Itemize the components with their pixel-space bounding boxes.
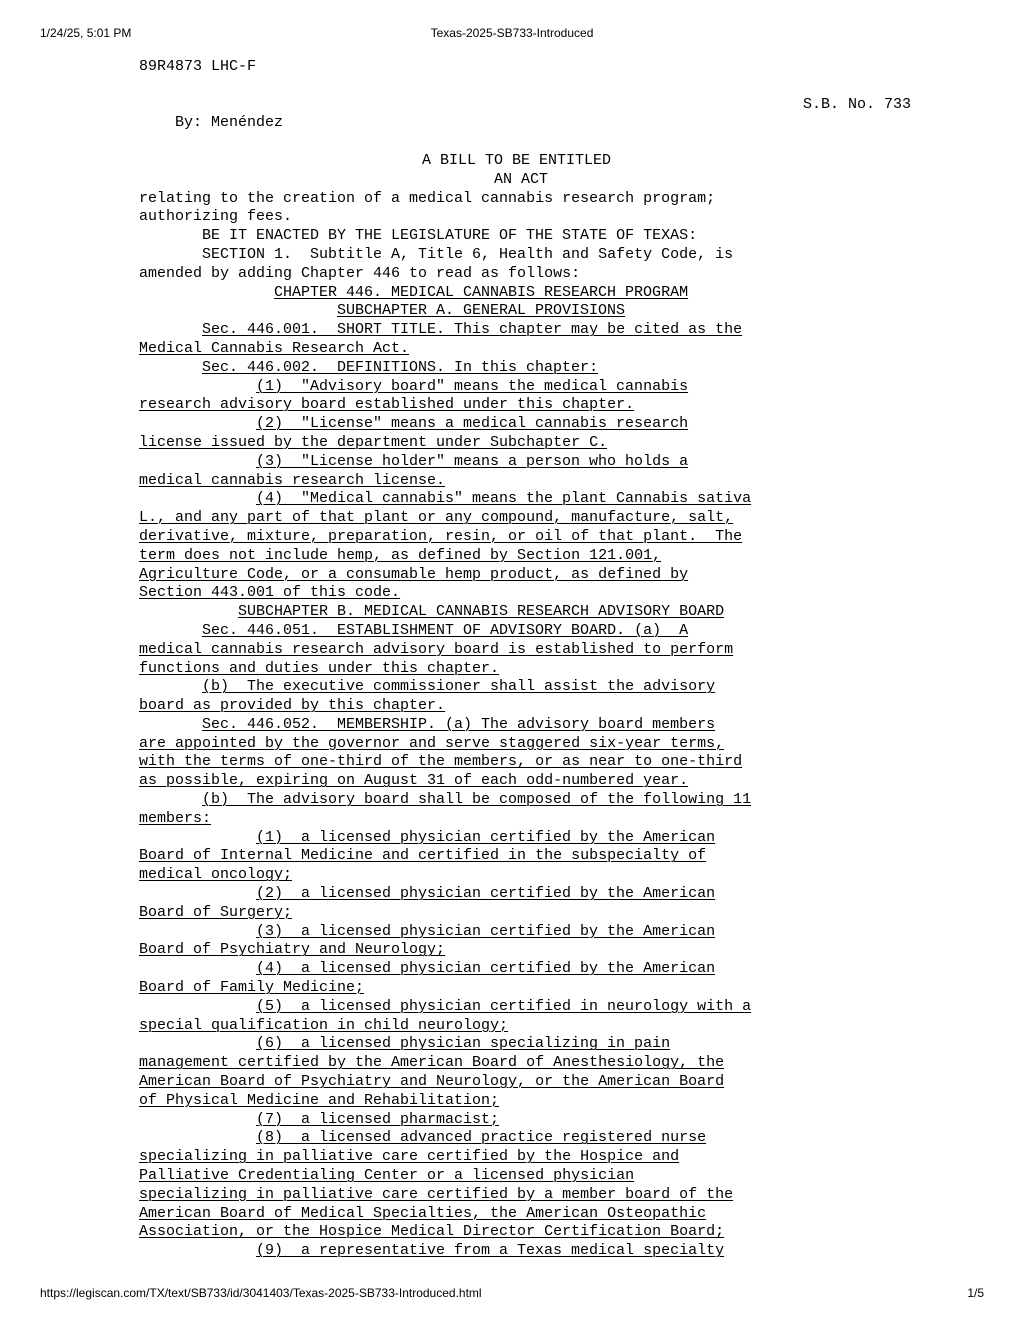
bill-line-text: (1) a licensed physician certified by the American	[256, 828, 716, 846]
bill-line-text: Board of Psychiatry and Neurology;	[139, 941, 446, 959]
bill-draft-code: 89R4873 LHC-F	[139, 58, 257, 75]
bill-line	[139, 434, 839, 453]
bill-line-text: medical cannabis research advisory board is established to perform	[139, 640, 734, 658]
bill-line-text: (9) a representative from a Texas medical specialty	[256, 1242, 725, 1260]
bill-line-text: Association, or the Hospice Medical Director Certification Board;	[139, 1223, 725, 1241]
bill-line	[139, 528, 839, 547]
bill-line	[139, 904, 839, 923]
bill-line	[139, 208, 839, 227]
bill-line	[139, 227, 839, 246]
bill-line	[139, 584, 839, 603]
bill-line-text: CHAPTER 446. MEDICAL CANNABIS RESEARCH PROGRAM	[274, 283, 689, 301]
bill-line	[139, 829, 839, 848]
bill-line	[139, 1111, 839, 1130]
bill-line-text: SUBCHAPTER A. GENERAL PROVISIONS	[337, 302, 626, 320]
bill-line	[139, 866, 839, 885]
bill-line-text: (2) a licensed physician certified by the American	[256, 885, 716, 903]
bill-line-text: derivative, mixture, preparation, resin, or oil of that plant. The	[139, 527, 743, 545]
bill-line	[139, 1167, 839, 1186]
bill-line	[139, 378, 839, 397]
bill-line	[139, 1242, 839, 1261]
bill-line	[139, 660, 839, 679]
bill-line	[139, 678, 839, 697]
print-page-title: Texas-2025-SB733-Introduced	[430, 26, 594, 40]
bill-line	[139, 509, 839, 528]
bill-text	[139, 58, 911, 1261]
bill-line-text: (5) a licensed physician certified in neurology with a	[256, 997, 752, 1015]
bill-line-text: (8) a licensed advanced practice registered nurse	[256, 1129, 707, 1147]
bill-line-text: Sec. 446.051. ESTABLISHMENT OF ADVISORY BOARD. (a) A	[202, 621, 689, 639]
bill-line	[139, 716, 839, 735]
bill-line-text: SECTION 1. Subtitle A, Title 6, Health and Safety Code, is	[202, 245, 734, 263]
print-page-number: 1/5	[967, 1286, 984, 1300]
bill-line	[139, 810, 839, 829]
bill-line	[139, 472, 839, 491]
bill-line-text: Agriculture Code, or a consumable hemp product, as defined by	[139, 565, 689, 583]
bill-line-text: (b) The advisory board shall be composed of the following 11	[202, 791, 752, 809]
bill-line-text: (1) "Advisory board" means the medical cannabis	[256, 377, 689, 395]
bill-line-text: (4) "Medical cannabis" means the plant Cannabis sativa	[256, 490, 752, 508]
bill-line-text: license issued by the department under Subchapter C.	[139, 433, 608, 451]
bill-line	[139, 415, 839, 434]
bill-line	[139, 566, 839, 585]
bill-line	[139, 302, 839, 321]
bill-line	[139, 979, 839, 998]
bill-line-text: Sec. 446.001. SHORT TITLE. This chapter may be cited as the	[202, 321, 743, 339]
bill-line-text: functions and duties under this chapter.	[139, 659, 500, 677]
bill-line	[139, 772, 839, 791]
bill-line	[139, 885, 839, 904]
bill-line-text: American Board of Psychiatry and Neurology, or the American Board	[139, 1073, 725, 1091]
bill-line-text: Sec. 446.052. MEMBERSHIP. (a) The advisory board members	[202, 715, 716, 733]
bill-heading-entitled: A BILL TO BE ENTITLED	[422, 151, 612, 169]
bill-line	[139, 697, 839, 716]
bill-line	[139, 340, 839, 359]
bill-line	[139, 359, 839, 378]
bill-line-text: (3) "License holder" means a person who holds a	[256, 452, 689, 470]
bill-line-text: management certified by the American Board of Anesthesiology, the	[139, 1054, 725, 1072]
bill-line	[139, 941, 839, 960]
bill-line	[139, 1186, 839, 1205]
bill-line	[139, 1148, 839, 1167]
bill-line	[139, 1092, 839, 1111]
bill-line-text: relating to the creation of a medical cannabis research program;	[139, 189, 716, 207]
bill-line	[139, 547, 839, 566]
bill-line-text: American Board of Medical Specialties, the American Osteopathic	[139, 1204, 707, 1222]
bill-line	[139, 396, 839, 415]
bill-line	[139, 847, 839, 866]
bill-line-text: Sec. 446.002. DEFINITIONS. In this chapter:	[202, 358, 599, 376]
bill-line-text: BE IT ENACTED BY THE LEGISLATURE OF THE STATE OF TEXAS:	[202, 227, 698, 245]
bill-line-text: are appointed by the governor and serve staggered six-year terms,	[139, 734, 725, 752]
bill-line-text: (2) "License" means a medical cannabis research	[256, 415, 689, 433]
bill-line	[139, 1205, 839, 1224]
bill-line-text: L., and any part of that plant or any compound, manufacture, salt,	[139, 509, 734, 527]
bill-line-text: of Physical Medicine and Rehabilitation;	[139, 1091, 500, 1109]
bill-line-text: as possible, expiring on August 31 of each odd-numbered year.	[139, 772, 689, 790]
bill-line-text: specializing in palliative care certified by a member board of the	[139, 1185, 734, 1203]
bill-line	[139, 923, 839, 942]
bill-line-text: with the terms of one-third of the members, or as near to one-third	[139, 753, 743, 771]
bill-line	[139, 284, 839, 303]
bill-line-text: Board of Surgery;	[139, 903, 293, 921]
bill-number: S.B. No. 733	[802, 95, 911, 113]
bill-line	[139, 791, 839, 810]
bill-line-text: special qualification in child neurology;	[139, 1016, 509, 1034]
bill-line-text: Board of Internal Medicine and certified in the subspecialty of	[139, 847, 707, 865]
bill-line	[139, 490, 839, 509]
bill-line	[139, 1223, 839, 1242]
bill-line-text: medical cannabis research license.	[139, 471, 446, 489]
bill-line-text: Board of Family Medicine;	[139, 979, 365, 997]
bill-line	[139, 1054, 839, 1073]
bill-line-text: Palliative Credentialing Center or a licensed physician	[139, 1167, 635, 1185]
bill-line-text: research advisory board established under this chapter.	[139, 396, 635, 414]
bill-line-text: (4) a licensed physician certified by the American	[256, 960, 716, 978]
bill-line-text: (b) The executive commissioner shall assist the advisory	[202, 678, 716, 696]
bill-line-text: authorizing fees.	[139, 208, 293, 226]
bill-line	[139, 622, 839, 641]
bill-line-text: SUBCHAPTER B. MEDICAL CANNABIS RESEARCH ADVISORY BOARD	[238, 603, 725, 621]
bill-line	[139, 453, 839, 472]
bill-line	[139, 1073, 839, 1092]
bill-line-text: (6) a licensed physician specializing in pain	[256, 1035, 671, 1053]
bill-author-row	[139, 95, 911, 132]
bill-line	[139, 735, 839, 754]
bill-line	[139, 1017, 839, 1036]
bill-line	[139, 1035, 839, 1054]
bill-line-text: medical oncology;	[139, 866, 293, 884]
bill-line	[139, 753, 839, 772]
bill-heading-act: AN ACT	[494, 170, 549, 188]
bill-line	[139, 603, 839, 622]
bill-line-text: members:	[139, 809, 212, 827]
bill-line	[139, 1129, 839, 1148]
bill-line-text: specializing in palliative care certified by the Hospice and	[139, 1148, 680, 1166]
print-url: https://legiscan.com/TX/text/SB733/id/3041403/Texas-2025-SB733-Introduced.html	[40, 1286, 482, 1300]
bill-line	[139, 641, 839, 660]
bill-line-text: amended by adding Chapter 446 to read as follows:	[139, 264, 581, 282]
bill-line-text: (3) a licensed physician certified by the American	[256, 922, 716, 940]
bill-line-text: Section 443.001 of this code.	[139, 584, 401, 602]
bill-line-text: term does not include hemp, as defined by Section 121.001,	[139, 546, 662, 564]
bill-author: By: Menéndez	[175, 114, 284, 132]
bill-line-text: board as provided by this chapter.	[139, 697, 446, 715]
bill-line-text: (7) a licensed pharmacist;	[256, 1110, 500, 1128]
bill-line	[139, 246, 839, 265]
bill-line-text: Medical Cannabis Research Act.	[139, 339, 410, 357]
print-datetime: 1/24/25, 5:01 PM	[40, 26, 132, 40]
bill-line	[139, 960, 839, 979]
bill-line	[139, 321, 839, 340]
bill-line	[139, 265, 839, 284]
bill-line	[139, 998, 839, 1017]
bill-line	[139, 190, 839, 209]
bill-body	[139, 190, 839, 1261]
